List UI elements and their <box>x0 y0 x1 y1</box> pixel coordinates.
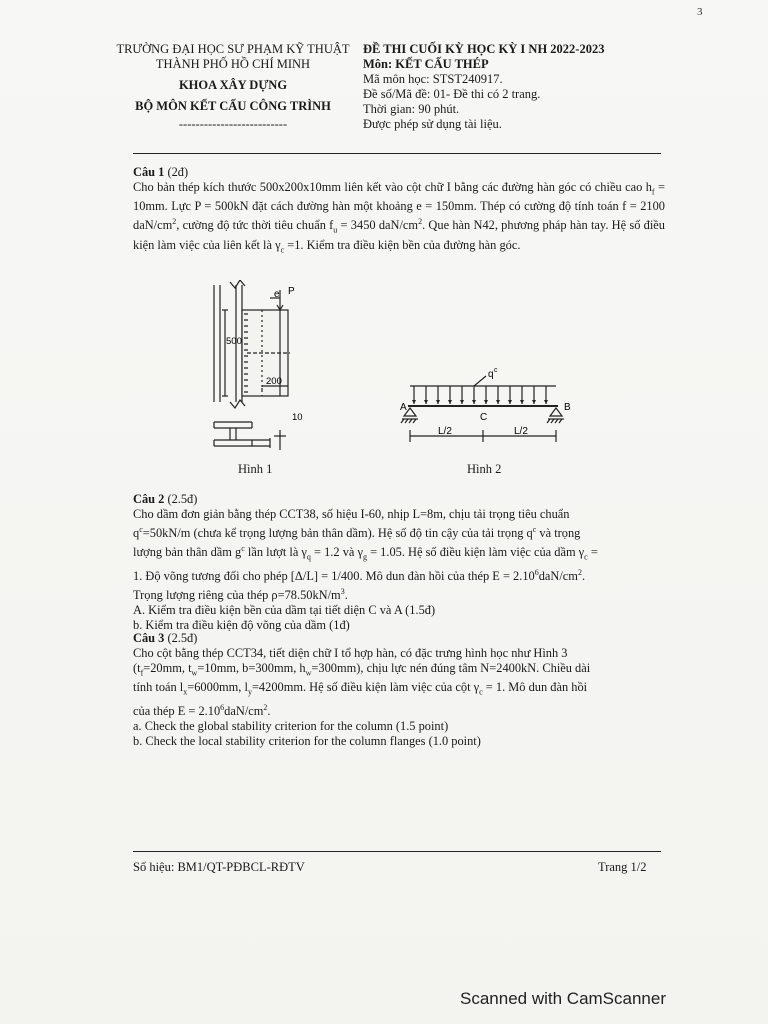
figure-2-caption: Hình 2 <box>467 462 502 476</box>
fig2-label-a: A <box>400 402 407 413</box>
page-marker: 3 <box>697 6 703 18</box>
fig2-label-q: q <box>488 369 494 380</box>
header-divider <box>133 153 661 154</box>
question-3-line2: ($t_f=20mm$, $t_w=10mm$, b=300mm, $h_w=300mm$), chịu lực nén đúng tâm N=2400kN. Chiều dài <box>133 661 591 678</box>
question-3-line1: Cho cột bằng thép CCT34, tiết diện chữ I tổ hợp hàn, có đặc trưng hình học như Hình 3 <box>133 646 568 660</box>
fig2-label-c: C <box>480 412 488 423</box>
question-2-line1: Cho dầm đơn giản bằng thép CCT38, số hiệu I-60, nhịp L=8m, chịu tải trọng tiêu chuẩn <box>133 507 570 521</box>
school-name-line1: TRƯỜNG ĐẠI HỌC SƯ PHẠM KỸ THUẬT <box>116 42 350 56</box>
question-3-line3: tính toán $l_x=6000mm$, $l_y=4200mm$. Hệ số điều kiện làm việc của cột $\gamma_c = 1$. Mô dun đàn hồi <box>133 680 588 697</box>
header-dashes: -------------------------- <box>178 117 288 131</box>
question-1-text: Cho bản thép kích thước 500x200x10mm liên kết vào cột chữ I bằng các đường hàn góc có chiều cao $h_f = 10mm$. Lực P = 500kN đặt cách đường hàn một khoảng e = 150mm. Thép có cường độ tính toán f = 2100 daN/$cm^2$, cường độ tức thời tiêu chuẩn $f_u = 3450$ daN/$cm^2$. Que hàn N42, phương pháp hàn tay. Hệ số điều kiện làm việc của liên kết là $\gamma_c =1$. Kiểm tra điều kiện bền của đường hàn góc. <box>133 180 665 255</box>
question-3 <box>133 631 665 749</box>
question-2-item-b: b. Kiểm tra điều kiện độ võng của dầm (1đ) <box>133 617 350 632</box>
exam-title: ĐỀ THI CUỐI KỲ HỌC KỲ I NH 2022-2023 <box>363 42 605 56</box>
question-3-line4: của thép $E = 2.10^6daN/cm^2$. <box>133 702 271 719</box>
question-2-line2: $q^c=50kN/m$ (chưa kể trọng lượng bản thân dầm). Hệ số độ tin cậy của tải trọng $q^c$ và trọng <box>133 525 581 541</box>
fig1-label-200: 200 <box>266 376 282 387</box>
question-2 <box>133 492 665 633</box>
fig2-label-q-sup: c <box>494 368 498 374</box>
exam-duration: Thời gian: 90 phút. <box>363 102 460 116</box>
school-header <box>108 42 358 132</box>
school-name-line2: THÀNH PHỐ HỒ CHÍ MINH <box>155 57 311 71</box>
footer-divider <box>133 851 661 852</box>
fig2-label-l2-right: L/2 <box>514 426 528 437</box>
figure-1-caption: Hình 1 <box>238 462 273 476</box>
question-2-title: Câu 2 (2.5đ) <box>133 492 198 506</box>
figure-2-drawing <box>398 368 578 458</box>
exam-code: Đề số/Mã đề: 01- Đề thi có 2 trang. <box>363 87 541 101</box>
question-2-line4: 1. Độ võng tương đối cho phép [Δ/L] = 1/400. Mô dun đàn hồi của thép $E = 2.10^6daN/cm^2$. <box>133 567 586 583</box>
scanner-watermark: Scanned with CamScanner <box>460 989 667 1008</box>
department-name: BỘ MÔN KẾT CẤU CÔNG TRÌNH <box>135 99 331 113</box>
question-2-line3: lượng bản thân dầm $g^c$ lần lượt là $\gamma_q = 1.2$ và $\gamma_g = 1.05$. Hệ số điều kiện làm việc của dầm $\gamma_c$ = <box>133 544 598 562</box>
page-number: Trang 1/2 <box>598 860 647 874</box>
question-1-title: Câu 1 (2đ) <box>133 165 189 179</box>
subject-name: Môn: KẾT CẤU THÉP <box>363 57 489 71</box>
fig1-label-10: 10 <box>292 412 303 423</box>
fig2-label-l2-left: L/2 <box>438 426 452 437</box>
fig1-label-p: P <box>288 286 295 297</box>
exam-info <box>363 42 693 132</box>
faculty-name: KHOA XÂY DỰNG <box>178 78 288 92</box>
fig1-label-500: 500 <box>226 336 242 347</box>
document-code: Số hiệu: BM1/QT-PĐBCL-RĐTV <box>133 860 305 874</box>
fig2-label-b: B <box>564 402 571 413</box>
question-3-item-b: b. Check the local stability criterion for the column flanges (1.0 point) <box>133 734 481 749</box>
fig1-label-e: e <box>274 289 280 300</box>
materials-note: Được phép sử dụng tài liệu. <box>363 117 502 131</box>
question-1 <box>133 165 665 258</box>
question-2-line5: Trọng lượng riêng của thép $\rho=78.50kN/m^3$. <box>133 586 348 602</box>
figure-1-drawing <box>200 280 330 460</box>
question-3-item-a: a. Check the global stability criterion for the column (1.5 point) <box>133 719 449 734</box>
course-code: Mã môn học: STST240917. <box>363 72 503 86</box>
question-2-item-a: A. Kiểm tra điều kiện bền của dầm tại tiết diện C và A (1.5đ) <box>133 602 436 617</box>
question-3-title: Câu 3 (2.5đ) <box>133 631 198 645</box>
